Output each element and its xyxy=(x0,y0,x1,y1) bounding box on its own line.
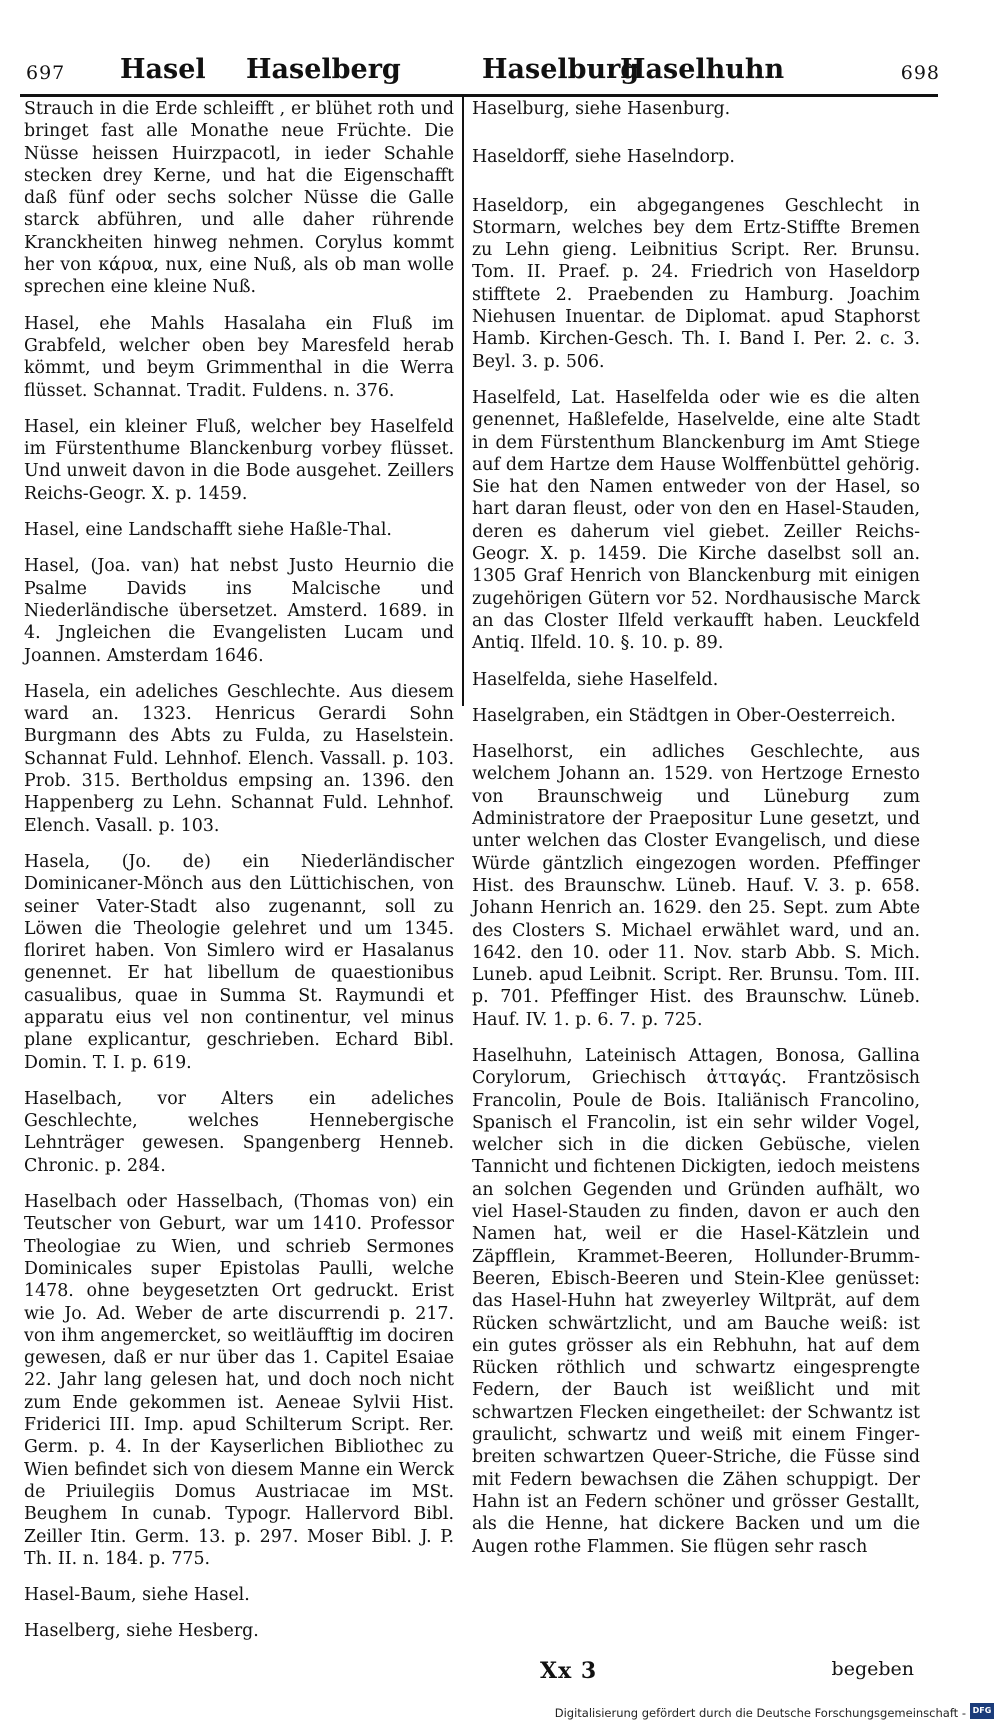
entry-hasela-jo-de: Hasela, (Jo. de) ein Niederländischer Dominicaner-Mönch aus den Lüttichischen, von seiner Vater-Stadt also zugenannt, soll zu Löwen die Theologie gelehret und um 1345. floriret haben. Von Simlero wird er Hasalanus genennet. Er hat libellum de quaestionibus casualibus, quae in Summa St. Raymundi et apparatu eius vel non continentur, vel minus plane explicantur, geschrieben. Echard Bibl. Domin. T. I. p. 619. xyxy=(24,851,454,1073)
header-rule xyxy=(20,94,938,97)
entry-hasela-geschlechte: Hasela, ein adeliches Geschlechte. Aus diesem ward an. 1323. Henricus Gerardi Sohn Burgmann des Abts zu Fulda, zu Haselstein. Schannat Fuld. Lehnhof. Elench. Vassall. p. 103. Prob. 315. Bertholdus empsing an. 1396. den Happenberg zu Lehn. Schannat Fuld. Lehnhof. Elench. Vasall. p. 103. xyxy=(24,681,454,836)
entry-haseldorp: Haseldorp, ein abgegangenes Geschlecht in Stormarn, welches bey dem Ertz-Stiffte Bremen zu Lehn gieng. Leibnitius Script. Rer. Brunsu. Tom. II. Praef. p. 24. Friedrich von Haseldorp stifftete 2. Praebenden zu Hamburg. Joachim Niehusen Inuentar. de Diplomat. apud Staphorst Hamb. Kirchen-Gesch. Th. I. Band I. Per. 2. c. 3. Beyl. 3. p. 506. xyxy=(472,195,920,372)
left-catchword-2: Haselberg xyxy=(246,54,401,85)
entry-hasel-joa-van: Hasel, (Joa. van) hat nebst Justo Heurnio die Psalme Davids ins Malcische und Niederländische übersetzet. Amsterd. 1689. in 4. Jngleichen die Evangelisten Lucam und Joannen. Amsterdam 1646. xyxy=(24,556,454,666)
right-catchword-2: Haselhuhn xyxy=(620,54,785,85)
entry-haselbach-thomas: Haselbach oder Hasselbach, (Thomas von) ein Teutscher von Geburt, war um 1410. Professor Theologiae zu Wien, und schrieb Sermones Dominicales super Epistolas Paulli, welche 1478. ohne beygesetzten Ort gedruckt. Erist wie Jo. Ad. Weber de arte discurrendi p. 217. von ihm angemercket, so weitläufftig im dociren gewesen, daß er nur über das 1. Capitel Esaiae 22. Jahr lang gelesen hat, und doch noch nicht zum Ende gekommen ist. Aeneae Sylvii Hist. Friderici III. Imp. apud Schilterum Script. Rer. Germ. p. 4. In der Kayserlichen Bibliothec zu Wien befindet sich von diesem Manne ein Werck de Priuilegiis Domus Austriacae im MSt. Beughem In cunab. Typogr. Hallervord Bibl. Zeiller Itin. Germ. 13. p. 297. Moser Bibl. J. P. Th. II. n. 184. p. 775. xyxy=(24,1192,454,1569)
entry-hasel-baum: Hasel-Baum, siehe Hasel. xyxy=(24,1585,250,1606)
right-catchword-1: Haselburg xyxy=(482,54,640,85)
running-header xyxy=(20,50,940,94)
entry-haselgraben: Haselgraben, ein Städtgen in Ober-Oesterreich. xyxy=(472,705,896,726)
entry-haselfeld: Haselfeld, Lat. Haselfelda oder wie es die alten genennet, Haßlefelde, Haselvelde, eine alte Stadt in dem Fürstenthum Blanckenburg im Amt Stiege auf dem Hartze dem Hause Wolffenbüttel gehörig. Sie hat den Namen entweder von der Hasel, so hart daran fleust, oder von den en Hasel-Stauden, deren es daherum viel giebet. Zeiller Reichs-Geogr. X. p. 1459. Die Kirche daselbst soll an. 1305 Graf Henrich von Blanckenburg mit einigen zugehörigen Gütern vor 52. Nordhausische Marck an das Closter Ilfeld verkaufft haben. Leuckfeld Antiq. Ilfeld. 10. §. 10. p. 89. xyxy=(472,387,920,654)
entry-hasel-grabfeld: Hasel, ehe Mahls Hasalaha ein Fluß im Grabfeld, welcher oben bey Maresfeld herab kömmt, und beym Grimmenthal in die Werra flüsset. Schannat. Tradit. Fuldens. n. 376. xyxy=(24,313,454,401)
entry-hasel-landschafft: Hasel, eine Landschafft siehe Haßle-Thal. xyxy=(24,520,392,541)
left-page-number: 697 xyxy=(26,62,66,84)
column-divider xyxy=(462,96,464,706)
right-page-number: 698 xyxy=(900,62,940,84)
entry-strauch-continuation: Strauch in die Erde schleifft , er blühet roth und bringet fast alle Monathe neue Früchte. Die Nüsse heissen Huirzpacotl, in ieder Schahle stecken drey Kerne, und hat die Eigenschafft daß fünf oder sechs solcher Nüsse die Galle starck abführen, und alle daher rührende Kranckheiten hinweg nehmen. Corylus kommt her von κάρυα, nux, eine Nuß, als ob man wolle sprechen eine kleine Nuß. xyxy=(24,99,454,298)
dfg-logo: DFG xyxy=(970,1703,994,1719)
entry-haselberg: Haselberg, siehe Hesberg. xyxy=(24,1621,259,1642)
entry-hasel-fluss: Hasel, ein kleiner Fluß, welcher bey Haselfeld im Fürstenthume Blanckenburg vorbey flüsset. Und unweit davon in die Bode ausgehet. Zeillers Reichs-Geogr. X. p. 1459. xyxy=(24,416,454,504)
signature-mark: Xx 3 xyxy=(540,1658,598,1684)
entry-haselhuhn: Haselhuhn, Lateinisch Attagen, Bonosa, Gallina Corylorum, Griechisch ἀτταγάς. Frantzösisch Francolin, Poule de Bois. Italiänisch Francolino, Spanisch el Francolin, ist ein sehr wilder Vogel, welcher sich in die dicken Gebüsche, vielen Tannicht und fichtenen Dickigten, iedoch meistens an solchen Gegenden und Gründen aufhält, wo viel Hasel-Stauden zu finden, davon er auch den Namen hat, weil er die Hasel-Kätzlein und Zäpfflein, Krammet-Beeren, Hollunder-Brumm-Beeren, Ebisch-Beeren und Stein-Klee genüsset: das Hasel-Huhn hat zweyerley Wiltprät, auf dem Rücken schwärtzlicht, und am Bauche weiß: ist ein gutes grösser als ein Rebhuhn, hat auf dem Rücken röthlich und schwartz eingesprengte Federn, der Bauch ist weißlicht und mit schwartzen Flecken eingetheilet: der Schwantz ist graulicht, schwartz und weiß mit einem Finger-breiten schwartzen Queer-Striche, die Füsse sind mit Federn bewachsen die Zähen schuppigt. Der Hahn ist an Federn schöner und grösser Gestallt, als die Henne, hat dickere Backen und um die Augen rothe Flammen. Sie flügen sehr rasch xyxy=(472,1045,920,1557)
entry-haseldorff: Haseldorff, siehe Haselndorp. xyxy=(472,147,735,168)
entry-haselbach-geschlechte: Haselbach, vor Alters ein adeliches Geschlechte, welches Hennebergische Lehnträger gewesen. Spangenberg Henneb. Chronic. p. 284. xyxy=(24,1088,454,1176)
left-catchword-1: Hasel xyxy=(120,54,206,85)
funding-note: Digitalisierung gefördert durch die Deutsche Forschungsgemeinschaft - xyxy=(554,1706,966,1720)
entry-haselfelda: Haselfelda, siehe Haselfeld. xyxy=(472,669,719,690)
right-column xyxy=(472,98,920,1572)
catchword: begeben xyxy=(831,1658,914,1680)
left-column xyxy=(24,98,454,1657)
entry-haselburg: Haselburg, siehe Hasenburg. xyxy=(472,99,731,119)
entry-haselhorst: Haselhorst, ein adliches Geschlechte, aus welchem Johann an. 1529. von Hertzoge Ernesto von Braunschweig und Lüneburg zum Administratore der Praepositur Lune gesetzt, und unter welchen das Closter Evangelisch, und diese Würde gäntzlich eingezogen worden. Pfeffinger Hist. des Braunschw. Lüneb. Hauf. V. 3. p. 658. Johann Henrich an. 1629. den 25. Sept. zum Abte des Closters S. Michael erwählet ward, und an. 1642. den 10. oder 11. Nov. starb Abb. S. Mich. Luneb. apud Leibnit. Script. Rer. Brunsu. Tom. III. p. 701. Pfeffinger Hist. des Braunschw. Lüneb. Hauf. IV. 1. p. 6. 7. p. 725. xyxy=(472,742,920,1030)
